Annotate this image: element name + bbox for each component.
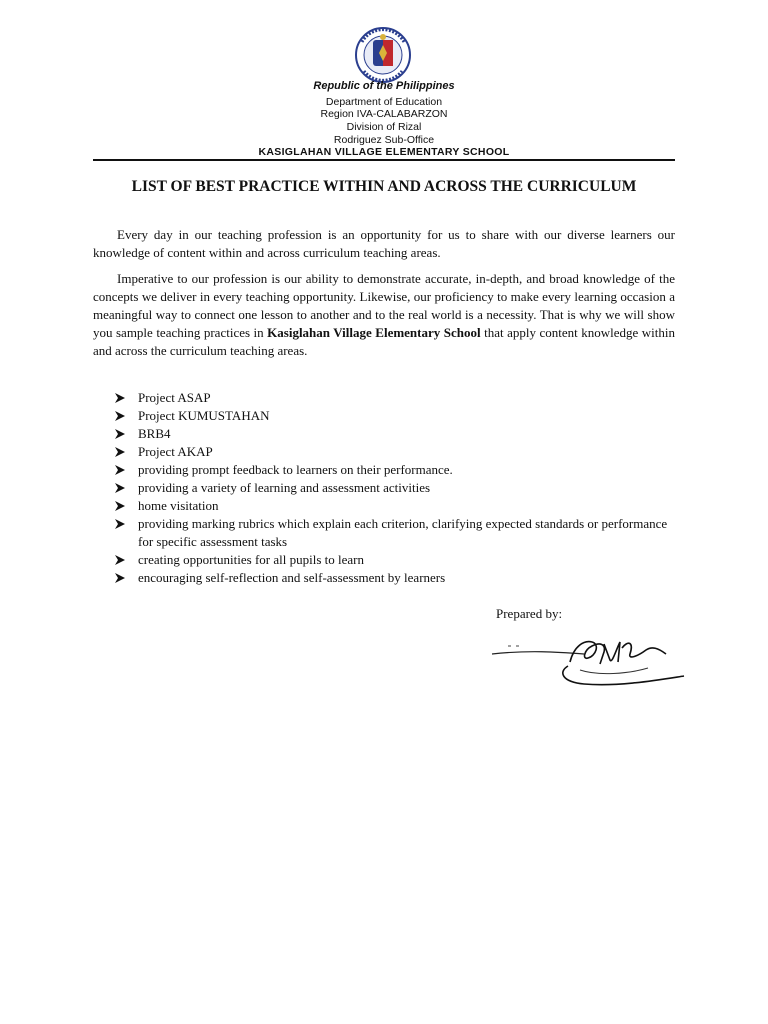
practices-list (115, 389, 675, 587)
republic-line: Republic of the Philippines (313, 80, 455, 92)
practice-item (115, 515, 675, 551)
practice-item (115, 461, 675, 479)
header-divider (93, 159, 675, 161)
school-name-emphasis: Kasiglahan Village Elementary School (267, 325, 481, 340)
practice-item-text: providing prompt feedback to learners on their performance. (138, 462, 453, 477)
school-name: KASIGLAHAN VILLAGE ELEMENTARY SCHOOL (258, 146, 510, 158)
practice-item-text: Project AKAP (138, 444, 213, 459)
document-title: LIST OF BEST PRACTICE WITHIN AND ACROSS THE CURRICULUM (131, 178, 637, 195)
practice-item (115, 551, 675, 569)
division-line: Division of Rizal (346, 121, 422, 133)
body-paragraph-text: Imperative to our profession is our ability to demonstrate accurate, in-depth, and broad knowledge of the concepts we deliver in every teaching opportunity. Likewise, our proficiency to make every learning occasion a meaningful way to connect one lesson to another and to the real world is a necessity. That is why we will show you sample teaching practices in (93, 271, 675, 340)
practice-item-text: encouraging self-reflection and self-assessment by learners (138, 570, 446, 585)
practice-item-text: providing marking rubrics which explain each criterion, clarifying expected standards or performance for specific assessment tasks (138, 516, 668, 549)
deped-seal-icon (348, 26, 418, 84)
practice-item-text: providing a variety of learning and assessment activities (138, 480, 431, 495)
prepared-by-label: Prepared by: (496, 606, 563, 621)
arrow-bullet-icon (115, 429, 125, 439)
practice-item (115, 479, 675, 497)
body-paragraph (93, 270, 675, 360)
practice-item (115, 407, 675, 425)
practice-item-text: BRB4 (138, 426, 171, 441)
arrow-bullet-icon (115, 411, 125, 421)
arrow-bullet-icon (115, 393, 125, 403)
practice-item (115, 425, 675, 443)
arrow-bullet-icon (115, 519, 125, 529)
arrow-bullet-icon (115, 573, 125, 583)
arrow-bullet-icon (115, 555, 125, 565)
arrow-bullet-icon (115, 447, 125, 457)
practice-item (115, 497, 675, 515)
region-line: Region IVA-CALABARZON (320, 108, 448, 120)
practice-item (115, 389, 675, 407)
practice-item-text: creating opportunities for all pupils to learn (138, 552, 364, 567)
arrow-bullet-icon (115, 501, 125, 511)
handwritten-signature (488, 632, 688, 698)
practice-item-text: Project KUMUSTAHAN (138, 408, 270, 423)
practice-item-text: home visitation (138, 498, 219, 513)
department-line: Department of Education (325, 96, 443, 108)
intro-paragraph: Every day in our teaching profession is an opportunity for us to share with our diverse learners our knowledge of content within and across curriculum teaching areas. (93, 227, 675, 260)
body-paragraph-text-end: that apply content knowledge within and across the curriculum teaching areas. (93, 325, 675, 358)
practice-item (115, 443, 675, 461)
arrow-bullet-icon (115, 465, 125, 475)
sub-office-line: Rodriguez Sub-Office (333, 134, 435, 146)
practice-item-text: Project ASAP (138, 390, 211, 405)
practice-item (115, 569, 675, 587)
arrow-bullet-icon (115, 483, 125, 493)
